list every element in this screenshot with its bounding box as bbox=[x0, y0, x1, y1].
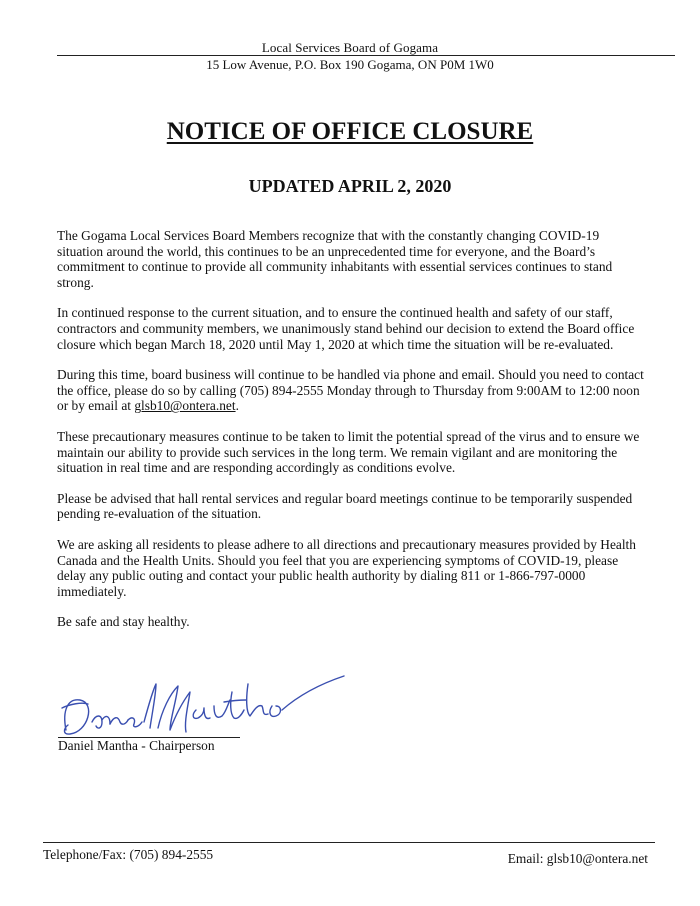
paragraph-health-advice: We are asking all residents to please adhere to all directions and precautionary measures provided by Health Canada and the Health Units. Should you feel that you are experiencing symptoms of COVID-19, please delay any public outing and contact your public health authority by dialing 811 or 1-866-797-0000 immediately. bbox=[57, 536, 636, 599]
contact-text: During this time, board business will continue to be handled via phone and email. Should you need to contact the office, please do so by calling (705) 894-2555 Monday through to Thursday from 9:00AM to 12:00 noon or by email at bbox=[57, 367, 644, 414]
organization-address: 15 Low Avenue, P.O. Box 190 Gogama, ON P0M 1W0 bbox=[206, 57, 494, 72]
footer-divider bbox=[43, 842, 655, 843]
footer-email: Email: glsb10@ontera.net bbox=[507, 851, 648, 866]
paragraph-closing: Be safe and stay healthy. bbox=[57, 614, 190, 630]
notice-subtitle: UPDATED APRIL 2, 2020 bbox=[248, 176, 452, 196]
signer-name: Daniel Mantha - Chairperson bbox=[58, 738, 215, 753]
paragraph-closure-extension: In continued response to the current situation, and to ensure the continued health and safety of our staff, contractors and community members, we unanimously stand behind our decision to extend the Board office closure which began March 18, 2020 until May 1, 2020 at which time the situation will be re-evaluated. bbox=[57, 305, 635, 352]
handwritten-signature bbox=[58, 670, 348, 742]
paragraph-suspended-services: Please be advised that hall rental services and regular board meetings continue to be temporarily suspended pending re-evaluation of the situation. bbox=[57, 490, 633, 522]
contact-text-end: . bbox=[235, 398, 239, 414]
paragraph-intro: The Gogama Local Services Board Members recognize that with the constantly changing COVID-19 situation around the world, this continues to be an unprecedented time for everyone, and the Board’s commitment to continue to provide all community inhabitants with essential services continues to stand strong. bbox=[57, 228, 613, 290]
notice-title: NOTICE OF OFFICE CLOSURE bbox=[166, 118, 534, 145]
paragraph-precautions: These precautionary measures continue to be taken to limit the potential spread of the virus and to ensure we maintain our ability to provide such services in the long term. We remain vigilant and are monitoring the situation in real time and are responding accordingly as conditions evolve. bbox=[57, 428, 640, 476]
notice-body bbox=[57, 228, 645, 645]
paragraph-contact bbox=[57, 367, 645, 414]
header-divider bbox=[57, 55, 675, 56]
organization-name: Local Services Board of Gogama bbox=[261, 40, 439, 55]
footer-phone: Telephone/Fax: (705) 894-2555 bbox=[43, 847, 214, 862]
office-email-link[interactable]: glsb10@ontera.net bbox=[134, 398, 236, 414]
